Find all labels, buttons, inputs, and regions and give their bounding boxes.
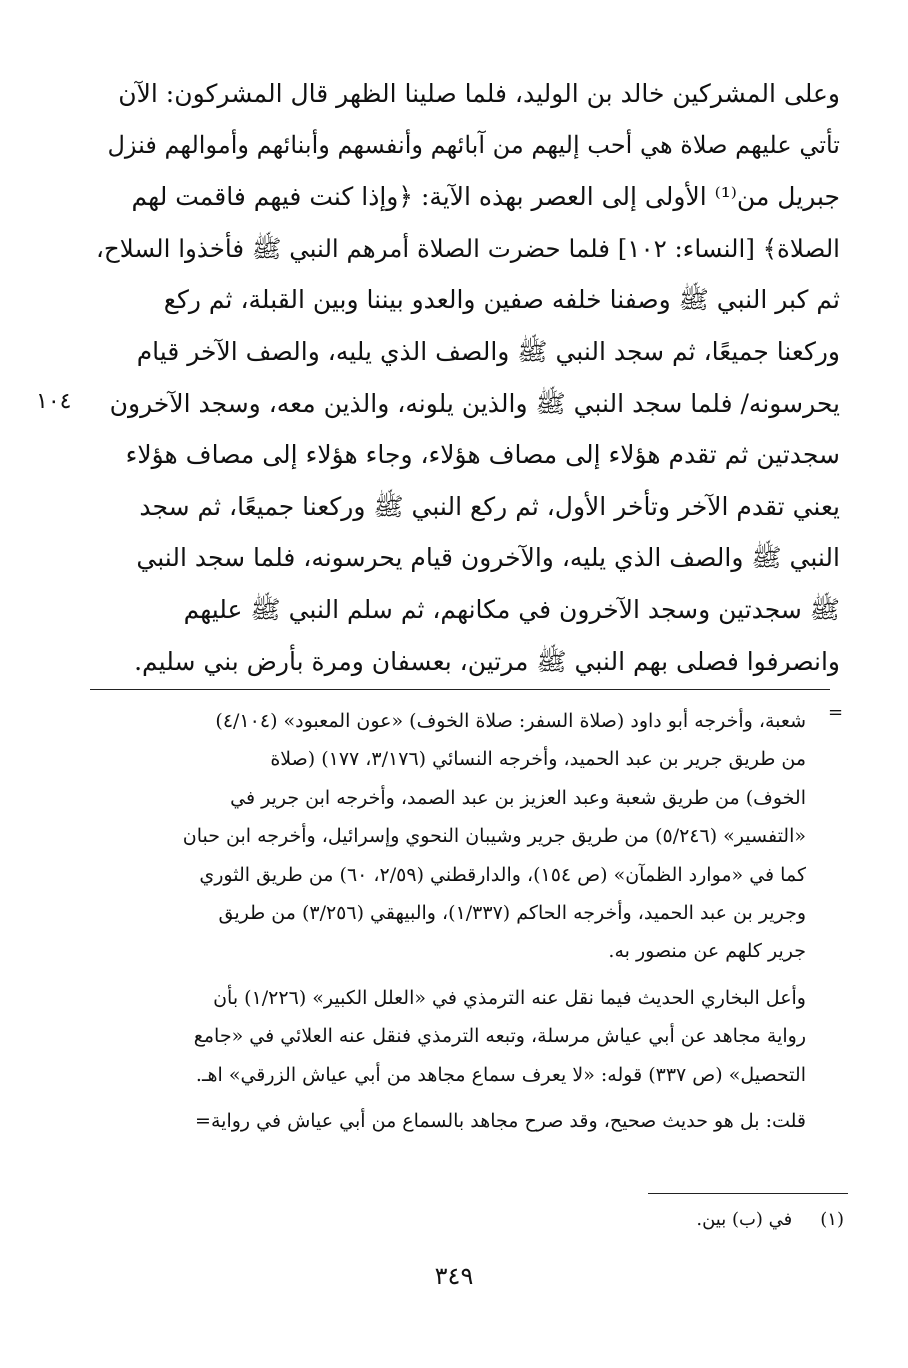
note-line: من طريق جرير بن عبد الحميد، وأخرجه النسائي (٣/١٧٦، ١٧٧) (صلاة: [270, 748, 806, 771]
text-line-8: سجدتين ثم تقدم هؤلاء إلى مصاف هؤلاء، وجاء هؤلاء إلى مصاف هؤلاء: [125, 440, 840, 470]
note-line: قلت: بل هو حديث صحيح، وقد صرح مجاهد بالسماع من أبي عياش في رواية=: [195, 1109, 806, 1132]
text-line-3: جبريل من⁽¹⁾ الأولى إلى العصر بهذه الآية: ﴿وإذا كنت فيهم فاقمت لهم: [131, 182, 840, 212]
note-line: «التفسير» (٥/٢٤٦) من طريق جرير وشيبان النحوي وإسرائيل، وأخرجه ابن حبان: [182, 825, 806, 848]
notes-divider: [90, 689, 830, 690]
text-line-5: ثم كبر النبي ﷺ وصفنا خلفه صفين والعدو بيننا وبين القبلة، ثم ركع: [163, 285, 840, 315]
note-line: الخوف) من طريق شعبة وعبد العزيز بن عبد الصمد، وأخرجه ابن جرير في: [230, 786, 806, 809]
notes-paragraph-2: [104, 979, 806, 1094]
text-line-6: وركعنا جميعًا، ثم سجد النبي ﷺ والصف الذي يليه، والصف الآخر قيام: [136, 336, 840, 366]
text-line-12: وانصرفوا فصلى بهم النبي ﷺ مرتين، بعسفان ومرة بأرض بني سليم.: [134, 646, 840, 676]
notes-paragraph-3: [104, 1102, 806, 1140]
text-line-10: النبي ﷺ والصف الذي يليه، والآخرون قيام يحرسونه، فلما سجد النبي: [136, 543, 840, 573]
page-number: ٣٤٩: [434, 1262, 474, 1290]
text-line-1: وعلى المشركين خالد بن الوليد، فلما صلينا الظهر قال المشركون: الآن: [118, 79, 840, 108]
text-line-4: الصلاة﴾ [النساء: ١٠٢] فلما حضرت الصلاة أمرهم النبي ﷺ فأخذوا السلاح،: [96, 233, 840, 263]
text-line-7: يحرسونه/ فلما سجد النبي ﷺ والذين يلونه، والذين معه، وسجد الآخرون: [109, 388, 840, 418]
text-line-2: تأتي عليهم صلاة هي أحب إليهم من آبائهم وأنفسهم وأبنائهم وأموالهم فنزل: [107, 130, 840, 159]
notes-paragraph-1: [104, 702, 806, 971]
note-line: التحصيل» (ص ٣٣٧) قوله: «لا يعرف سماع مجاهد من أبي عياش الزرقي» اهـ.: [195, 1063, 806, 1086]
notes-section: [104, 702, 806, 1140]
text-line-9: يعني تقدم الآخر وتأخر الأول، ثم ركع النبي ﷺ وركعنا جميعًا، ثم سجد: [139, 491, 840, 521]
footnote-text: في (ب) بين.: [696, 1209, 793, 1230]
text-line-11: ﷺ سجدتين وسجد الآخرون في مكانهم، ثم سلم النبي ﷺ عليهم: [183, 594, 840, 624]
note-line: رواية مجاهد عن أبي عياش مرسلة، وتبعه الترمذي فنقل عنه العلائي في «جامع: [193, 1025, 806, 1048]
note-line: جرير كلهم عن منصور به.: [608, 940, 806, 963]
note-line: كما في «موارد الظمآن» (ص ١٥٤)، والدارقطني (٢/٥٩، ٦٠) من طريق الثوري: [199, 863, 806, 886]
note-line: وجرير بن عبد الحميد، وأخرجه الحاكم (١/٣٣٧)، والبيهقي (٣/٢٥٦) من طريق: [218, 901, 806, 924]
footnote-divider: [648, 1193, 848, 1194]
main-text: [96, 68, 840, 687]
footnote-mark: (١): [820, 1209, 844, 1230]
note-line: وأعل البخاري الحديث فيما نقل عنه الترمذي في «العلل الكبير» (١/٢٢٦) بأن: [213, 986, 806, 1009]
continuation-mark: =: [828, 702, 844, 723]
footnote: [560, 1206, 844, 1234]
note-line: شعبة، وأخرجه أبو داود (صلاة السفر: صلاة الخوف) «عون المعبود» (٤/١٠٤): [215, 710, 806, 732]
margin-page-reference: ١٠٤: [36, 389, 72, 414]
